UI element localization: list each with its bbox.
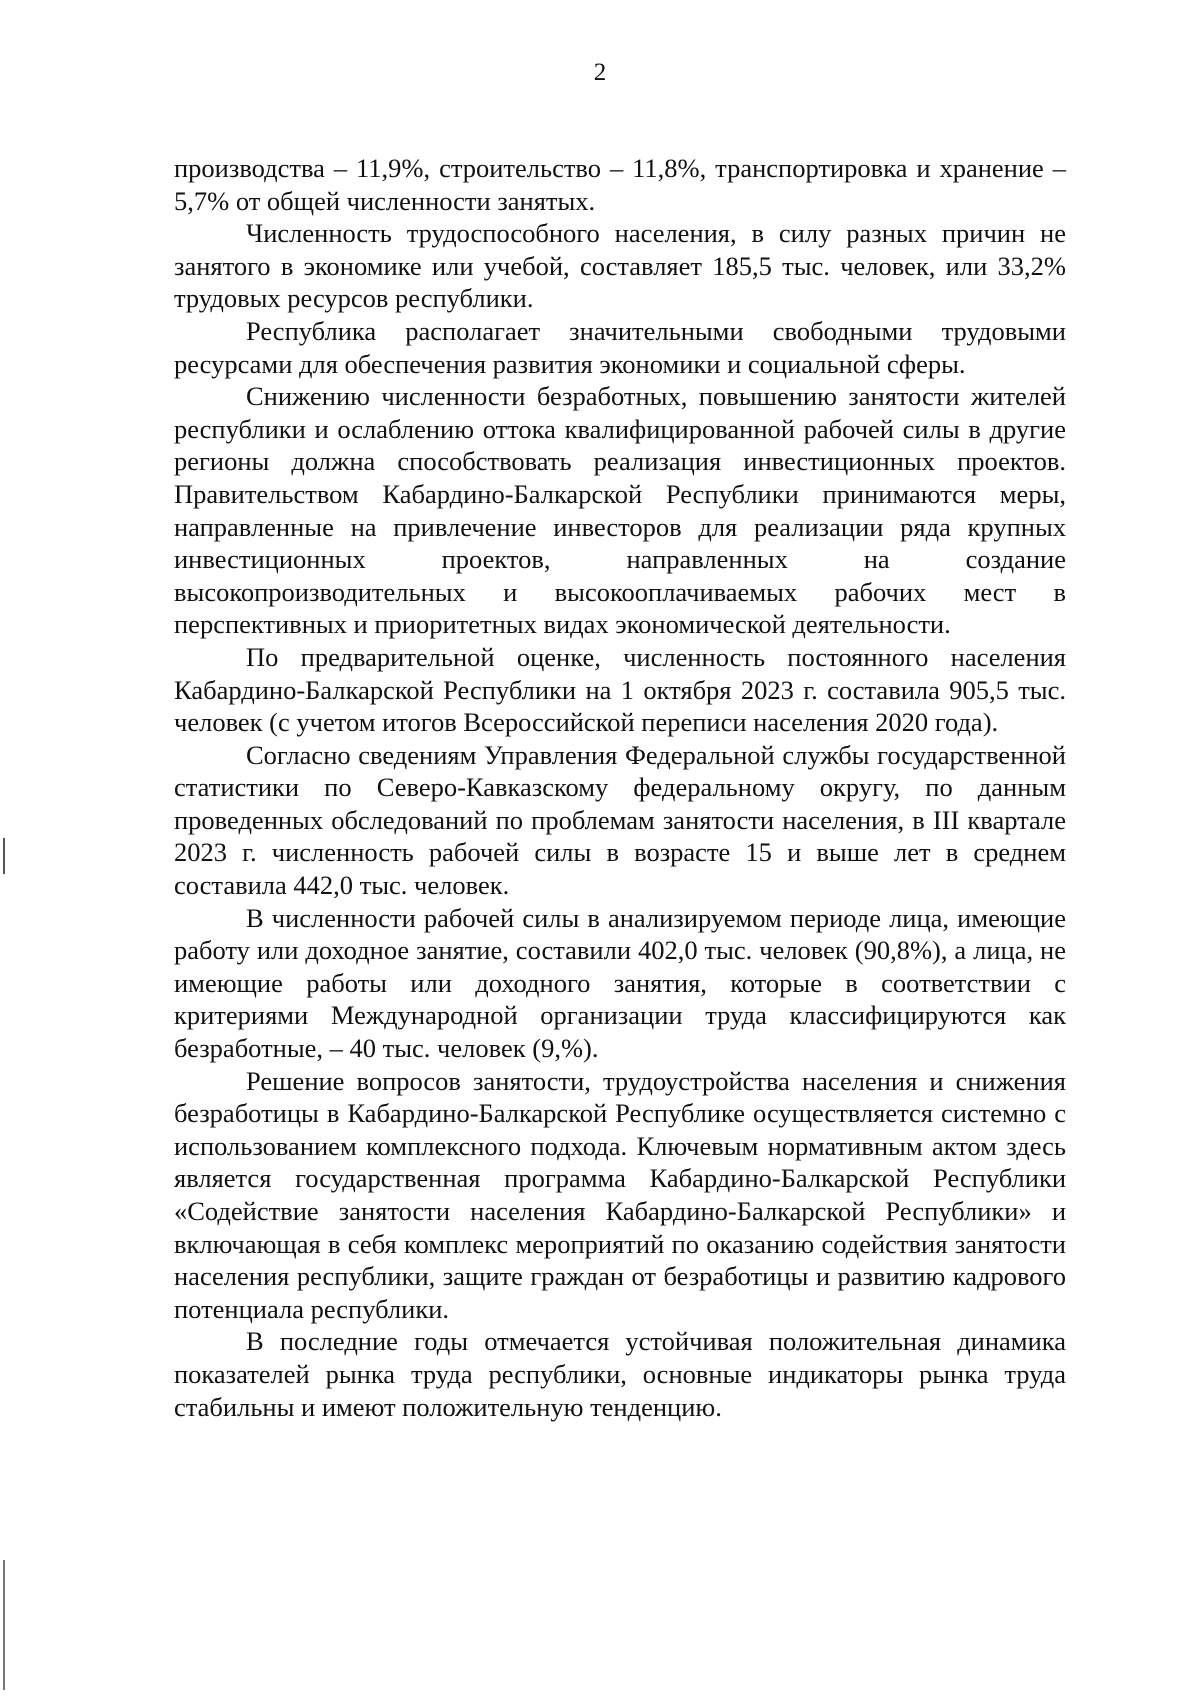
document-body bbox=[174, 152, 1066, 1423]
paragraph-continuation: производства – 11,9%, строительство – 11,8%, транспортировка и хранение – 5,7% от общей численности занятых. bbox=[174, 153, 1066, 216]
paragraph: Снижению численности безработных, повышению занятости жителей республики и ослаблению оттока квалифицированной рабочей силы в другие регионы должна способствовать реализация инвестиционных проектов. Правительством Кабардино-Балкарской Республики принимаются меры, направленные на привлечение инвесторов для реализации ряда крупных инвестиционных проектов, направленных на создание высокопроизводительных и высокооплачиваемых рабочих мест в перспективных и приоритетных видах экономической деятельности. bbox=[174, 381, 1066, 640]
paragraph: Республика располагает значительными свободными трудовыми ресурсами для обеспечения развития экономики и социальной сферы. bbox=[174, 315, 1066, 379]
paragraph: Согласно сведениям Управления Федеральной службы государственной статистики по Северо-Кавказскому федеральному округу, по данным проведенных обследований по проблемам занятости населения, в III квартале 2023 г. численность рабочей силы в возрасте 15 и выше лет в среднем составила 442,0 тыс. человек. bbox=[174, 739, 1066, 901]
paragraph: В последние годы отмечается устойчивая положительная динамика показателей рынка труда республики, основные индикаторы рынка труда стабильны и имеют положительную тенденцию. bbox=[174, 1326, 1066, 1422]
scan-edge-mark bbox=[3, 1560, 5, 1690]
paragraph: Численность трудоспособного населения, в силу разных причин не занятого в экономике или учебой, составляет 185,5 тыс. человек, или 33,2% трудовых ресурсов республики. bbox=[174, 218, 1066, 314]
paragraph: По предварительной оценке, численность постоянного населения Кабардино-Балкарской Республики на 1 октября 2023 г. составила 905,5 тыс. человек (с учетом итогов Всероссийской переписи населения 2020 года). bbox=[174, 641, 1066, 738]
page-number: 2 bbox=[593, 59, 607, 86]
paragraph: Решение вопросов занятости, трудоустройства населения и снижения безработицы в Кабардино-Балкарской Республике осуществляется системно с использованием комплексного подхода. Ключевым нормативным актом здесь является государственная программа Кабардино-Балкарской Республики «Содействие занятости населения Кабардино-Балкарской Республики» и включающая в себя комплекс мероприятий по оказанию содействия занятости населения республики, защите граждан от безработицы и развитию кадрового потенциала республики. bbox=[174, 1065, 1066, 1324]
scan-edge-mark bbox=[3, 838, 5, 874]
paragraph: В численности рабочей силы в анализируемом периоде лица, имеющие работу или доходное занятие, составили 402,0 тыс. человек (90,8%), а лица, не имеющие работы или доходного занятия, которые в соответствии с критериями Международной организации труда классифицируются как безработные, – 40 тыс. человек (9,%). bbox=[174, 902, 1066, 1064]
